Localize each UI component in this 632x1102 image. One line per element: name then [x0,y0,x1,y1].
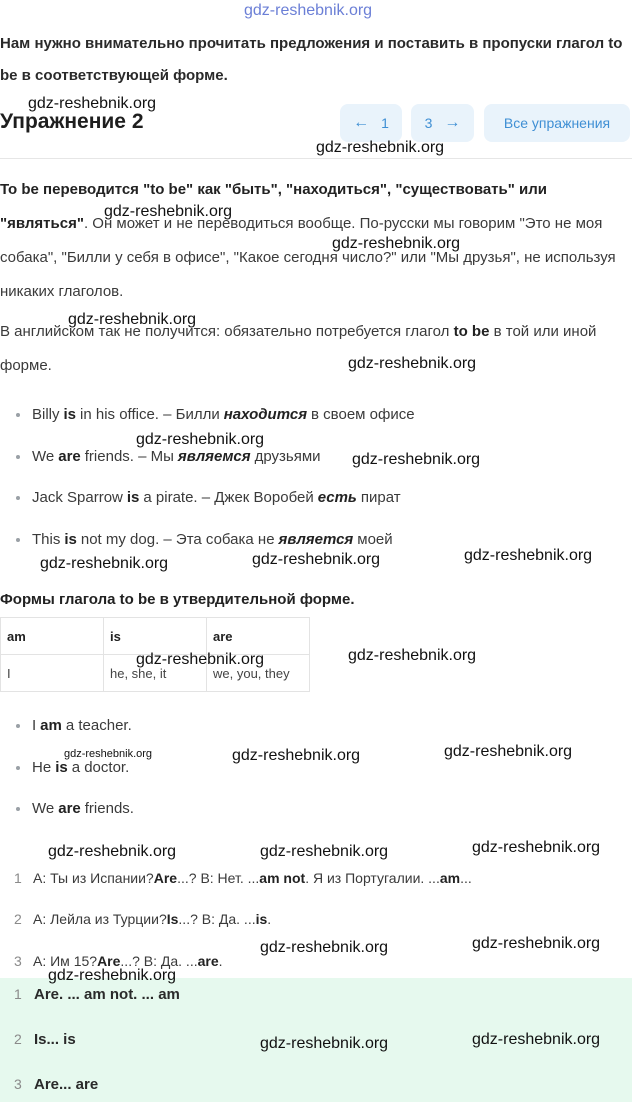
example-item [16,531,393,548]
watermark: gdz-reshebnik.org [68,311,197,328]
example-verb: is [126,489,140,506]
form-example-item [16,759,129,776]
answer-number: 3 [14,1076,22,1092]
task-text: ...? B: Нет. ... [177,870,260,886]
watermark: gdz-reshebnik.org [136,431,265,448]
example-text-end: друзьями [254,448,321,465]
next-exercise-label: 3 [424,115,433,131]
task-answer-bold: is [255,911,268,927]
bullet-icon [16,538,20,542]
example-text: a teacher. [65,717,132,734]
example-verb: are [58,800,81,817]
example-verb: is [55,759,68,776]
prev-exercise-button[interactable] [340,104,402,142]
example-translation-verb: являемся [177,448,251,465]
answer-text: Is... is [34,1031,76,1048]
watermark: gdz-reshebnik.org [352,451,481,468]
task-number: 1 [14,870,22,886]
task-item [14,911,271,927]
forms-title: Формы глагола to be в утвердительной форме. [0,591,355,608]
theory-text-end: в той или иной форме. [0,323,597,374]
watermark: gdz-reshebnik.org [252,551,381,568]
task-text: ...? B: Да. ... [120,953,198,969]
example-subject: This [32,531,61,548]
bullet-icon [16,413,20,417]
answer-item [14,986,180,1003]
watermark: gdz-reshebnik.org [260,1035,389,1052]
example-verb: is [63,406,77,423]
task-answer-bold: are [197,953,219,969]
watermark: gdz-reshebnik.org [348,647,477,664]
example-item [16,448,321,465]
example-verb: am [40,717,62,734]
example-text-end: пират [360,489,401,506]
theory-bold-term: to be [453,323,490,340]
task-answer-bold: Are [97,953,121,969]
task-text: . [267,911,272,927]
watermark: gdz-reshebnik.org [444,743,573,760]
intro-text: Нам нужно внимательно прочитать предложения и поставить в пропуски глагол to be в соответствующей форме. [0,35,623,84]
task-text: ... [460,870,472,886]
example-verb: is [64,531,77,548]
watermark: gdz-reshebnik.org [232,747,361,764]
next-exercise-button[interactable] [411,104,474,142]
answer-text: Are. ... am not. ... am [34,986,180,1003]
watermark: gdz-reshebnik.org [472,839,601,856]
watermark: gdz-reshebnik.org [464,547,593,564]
example-translation-verb: находится [223,406,308,423]
example-text: a doctor. [71,759,130,776]
watermark: gdz-reshebnik.org [260,843,389,860]
task-number: 2 [14,911,22,927]
watermark: gdz-reshebnik.org [48,967,177,984]
example-text: friends. – Мы [84,448,174,465]
task-text: A: Им 15? [33,953,98,969]
answer-item [14,1076,98,1093]
task-text: ...? B: Да. ... [178,911,256,927]
table-cell: we, you, they [207,655,310,692]
theory-regular-text: . Он может и не переводиться вообще. По-русски мы говорим "Это не моя собака", "Билли у себя в офисе", "Какое сегодня число?" или "Мы друзья", не используя никаких глаголов. [0,215,616,300]
bullet-icon [16,807,20,811]
prev-exercise-label: 1 [381,115,389,131]
task-item [14,870,472,886]
bullet-icon [16,455,20,459]
example-subject: He [32,759,52,776]
task-text: A: Ты из Испании? [33,870,154,886]
table-cell: I [1,655,104,692]
task-answer-bold: Are [153,870,178,886]
task-answer-bold: am not [259,870,306,886]
watermark: gdz-reshebnik.org [472,935,601,952]
table-header-cell: is [104,618,207,655]
task-text: . [218,953,223,969]
watermark: gdz-reshebnik.org [244,2,373,19]
example-text: not my dog. – Эта собака не [80,531,275,548]
example-text-end: в своем офисе [311,406,415,423]
answer-number: 1 [14,986,22,1002]
watermark: gdz-reshebnik.org [472,1031,601,1048]
watermark: gdz-reshebnik.org [316,139,445,156]
theory-text: В английском так не получится: обязательно потребуется глагол [0,323,454,340]
watermark: gdz-reshebnik.org [260,939,389,956]
theory-bold-text: To be переводится "to be" как "быть", "находиться", "существовать" или "являться" [0,181,548,232]
header-divider [0,158,632,159]
watermark: gdz-reshebnik.org [136,651,265,668]
watermark: gdz-reshebnik.org [40,555,169,572]
answer-number: 2 [14,1031,22,1047]
task-answer-bold: Is [166,911,179,927]
watermark: gdz-reshebnik.org [348,355,477,372]
example-translation-verb: является [278,531,354,548]
example-item [16,406,415,423]
example-subject: Billy [32,406,60,423]
example-translation-verb: есть [317,489,357,506]
form-example-item [16,717,132,734]
arrow-right-icon: → [444,114,461,131]
example-text: a pirate. – Джек Воробей [143,489,314,506]
watermark: gdz-reshebnik.org [64,748,153,760]
exercise-title: Упражнение 2 [0,110,144,133]
watermark: gdz-reshebnik.org [48,843,177,860]
watermark: gdz-reshebnik.org [332,235,461,252]
example-text: in his office. – Билли [80,406,220,423]
bullet-icon [16,496,20,500]
example-subject: We [32,448,55,465]
task-text: . Я из Португалии. ... [305,870,440,886]
example-subject: Jack Sparrow [32,489,123,506]
forms-table-header [1,618,310,655]
table-header-cell: are [207,618,310,655]
arrow-left-icon: ← [353,114,370,131]
theory-paragraph-1 [0,173,630,309]
bullet-icon [16,724,20,728]
example-subject: I [32,717,37,734]
form-example-item [16,800,134,817]
task-number: 3 [14,953,22,969]
watermark: gdz-reshebnik.org [28,95,157,112]
example-verb: are [58,448,81,465]
example-item [16,489,401,506]
table-header-cell: am [1,618,104,655]
example-subject: We [32,800,55,817]
all-exercises-button[interactable]: Все упражнения [484,104,630,142]
task-answer-bold: am [439,870,461,886]
example-text: friends. [84,800,134,817]
bullet-icon [16,766,20,770]
task-text: A: Лейла из Турции? [33,911,167,927]
example-text-end: моей [357,531,393,548]
answer-item [14,1031,76,1048]
watermark: gdz-reshebnik.org [104,203,233,220]
table-cell: he, she, it [104,655,207,692]
answer-text: Are... are [34,1076,99,1093]
